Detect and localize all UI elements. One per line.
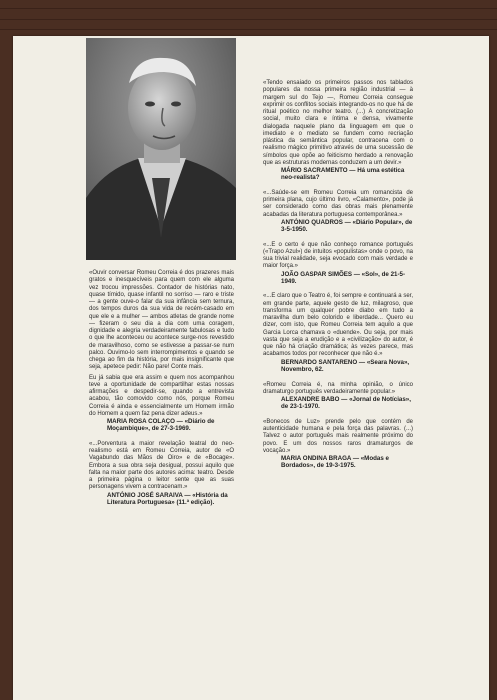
quote-text: «...E claro que o Teatro é, foi sempre e continuará a ser, em grande parte, aquele gesto de luz, milagroso, que transforma um qualquer pobre diabo em tudo a maravilha dum belo colorido e liberdade... Quero eu dizer, com isto, que Romeu Correia tem aquilo a que Garcia Lorca chamava o «duende». Ou seja, por mais vasta que seja a erudição e a «civilização» do autor, é que não há criação dramática; às vezes parece, mas acabamos todos por reconhecer que não é.» [263,293,413,358]
quote-attribution: ANTÓNIO QUADROS — «Diário Popular», de 3-5-1950. [281,218,413,234]
quote-text: Eu já sabia que era assim e quem nos acompanhou teve a oportunidade de compartilhar estas nossas afirmações e despedir-se, quando a entrevista acabou, tão comovido como nós, porque Romeu Correia é ainda e essencialmente um Homem irmão do Homem a quem faz pena dizer adeus.» [89,374,234,417]
quote-block [263,242,413,286]
quote-text: «Ouvir conversar Romeu Correia é dos prazeres mais gratos e inesquecíveis para quem com ele alguma vez trocou impressões. Contador de histórias nato, quase tímido, quase infantil no sorriso — raro e triste — a gente ouve-o falar da sua infância sem ternura, dos tempos duros da sua vida de recém-casado em que ele e a mulher — ambos atletas de grande nome — fizeram o seu dia a dia com uma coragem, dignidade e alegria verdadeiramente fabulosas e tudo o que lhe aconteceu ou acontece surge-nos revestido de maravilhoso, como se estivesse a passar-se num palco. Ouvimo-lo sem interrompimentos e quando se chega ao fim da história, por mais insignificante que seja, apetece pedir: Não pare! Conte mais. [89,270,234,371]
quote-block [263,80,413,182]
quote-attribution: MARIA ONDINA BRAGA — «Modas e Bordados», de 19-3-1975. [281,455,389,470]
quote-text: «...Saúde-se em Romeu Correia um romancista de primeira plana, cujo último livro, «Calamento», pode já ser considerado como das obras mais plenamente acabadas da literatura portuguesa contemporânea.» [263,189,413,218]
right-quotes-column [263,80,413,478]
quote-text: «Romeu Correia é, na minha opinião, o único dramaturgo português verdadeiramente popular.» [263,381,413,395]
book-back-cover [13,36,489,700]
quote-block [263,190,413,234]
quote-block [263,382,413,411]
quote-attribution: ANTÓNIO JOSÉ SARAIVA — «História da Literatura Portuguesa» (11.ª edição). [107,491,228,506]
portrait-image [86,38,236,260]
left-quotes-column [89,270,234,514]
quote-attribution: JOÃO GASPAR SIMÕES — «Sol», de 21-5-1949. [281,270,406,286]
quote-block [263,419,413,470]
quote-block [89,270,234,433]
quote-attribution: ALEXANDRE BABO — «Jornal de Notícias», de 23-1-1970. [281,396,411,411]
quote-block [263,293,413,373]
quote-text: «...E o certo é que não conheço romance português («Trapo Azul») de intuitos «populistas» onde o povo, na sua trivial realidade, seja evocado com mais verdade e maior força.» [263,241,413,270]
quote-text: «Bonecos de Luz» prende pelo que contém de autenticidade humana e pela força das palavras. (...) Talvez o autor português mais realmente próximo do povo. E um dos nossos raros dramaturgos de vocação.» [263,418,413,454]
quote-text: «...Porventura a maior revelação teatral do neo-realismo está em Romeu Correia, autor de «O Vagabundo das Mãos de Oiro» e de «Bocage». Embora a sua obra seja desigual, possui aquilo que falta na maior parte dos autores acima: teatro. Desde a primeira página o leitor sente que as suas personagens vivem a contracenam.» [89,440,234,491]
author-portrait-photo [86,38,236,260]
quote-attribution: MÁRIO SACRAMENTO — Há uma estética neo-realista? [281,167,405,182]
quote-text: «Tendo ensaiado os primeiros passos nos tablados populares da nossa primeira região industrial — à margem sul do Tejo —, Romeu Correia consegue exprimir os conflitos sociais integrando-os no que há de ritual poético no melhor teatro. (...) A concretização social, muito clara e íntima e densa, vivamente dialogada naquele plano da linguagem em que o imediato e o mediato se fundem como recriação plástica da semântica popular, contracena com o realismo mágico primitivo através de uma sucessão de símbolos que opõe ao feiticismo herdado a renovação que as estruturas modernas conduzem a um devir.» [263,80,413,166]
quote-block [89,441,234,507]
quote-attribution: MARIA ROSA COLAÇO — «Diário de Moçambique», de 27-3-1969. [107,418,215,433]
quote-attribution: BERNARDO SANTARENO — «Seara Nova», Novembro, 62. [281,358,410,374]
